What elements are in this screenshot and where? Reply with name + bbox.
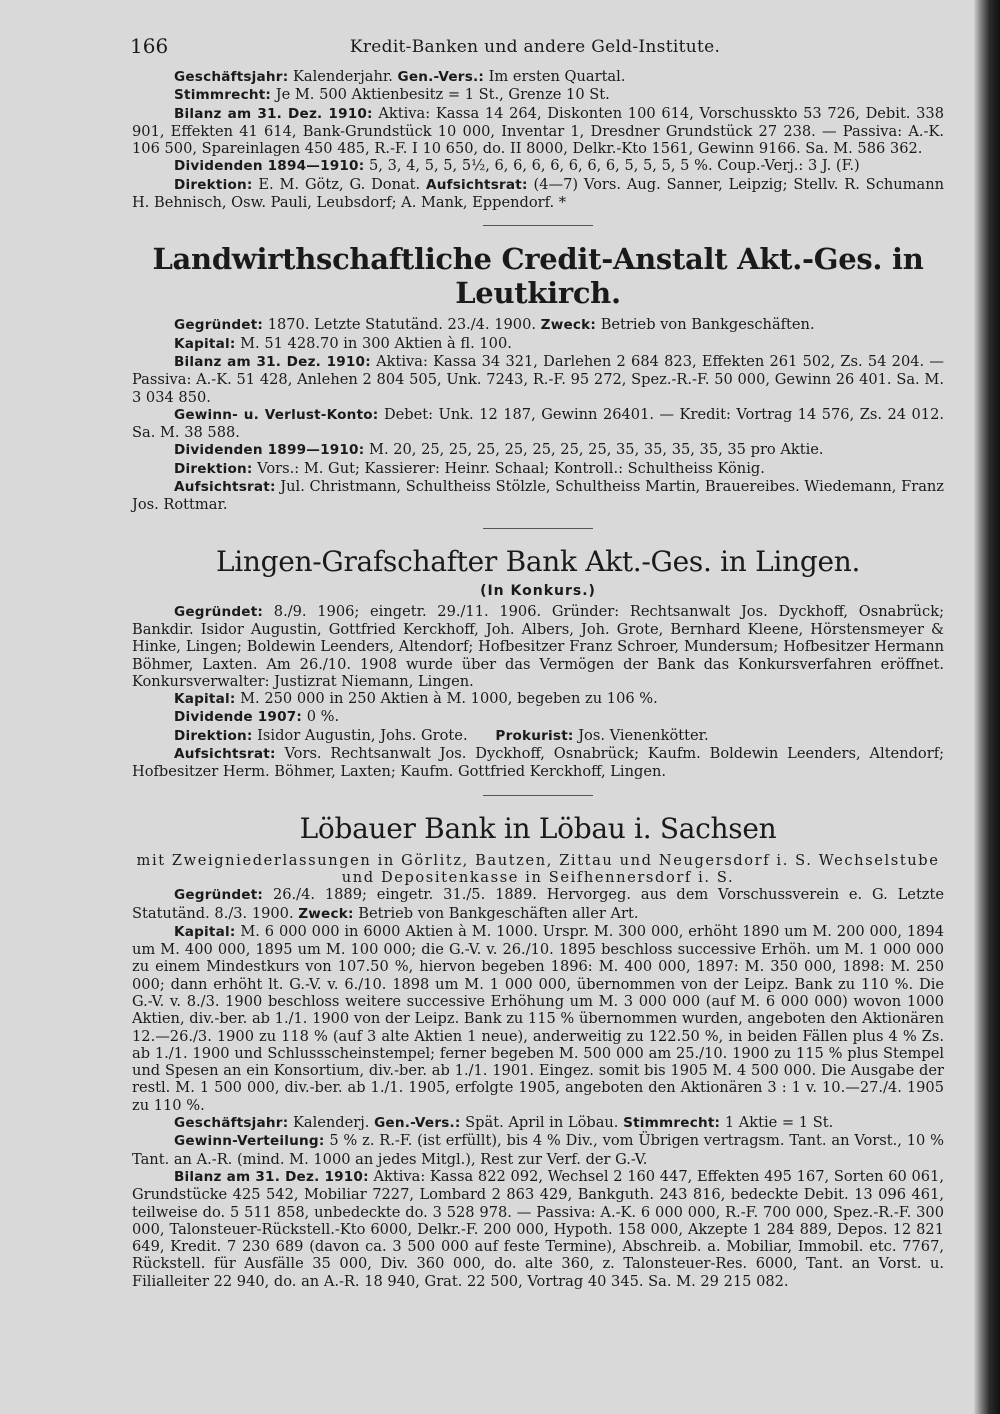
field-label: Direktion: [174, 727, 253, 744]
field-label: Geschäftsjahr: [174, 1115, 289, 1132]
field-label: Aufsichtsrat: [174, 746, 276, 763]
field-label: Dividenden 1899—1910: [174, 442, 365, 459]
field-text: Kalenderj. [292, 1114, 370, 1132]
field-label: Kapital: [174, 923, 236, 940]
field-text: (4—7) Vors. Aug. Sanner, Leipzig; Stellv. R. Schumann H. Behnisch, Osw. Pauli, Leubsdorf; A. Mank, Eppendorf. * [132, 175, 945, 212]
field-label: Gewinn- u. Verlust-Konto: [174, 406, 379, 423]
field-text: M. 250 000 in 250 Aktien à M. 1000, begeben zu 106 %. [240, 690, 658, 708]
entry-paragraph [132, 478, 944, 514]
field-text: M. 6 000 000 in 6000 Aktien à M. 1000. Urspr. M. 300 000, erhöht 1890 um M. 200 000, 1894 um M. 400 000, 1895 um M. 100 000; die G.-V. v. 26./10. 1895 beschloss successive Erhöh. um M. 1 000 000 zu einem Mindestkurs von 107.50 %, hiervon begeben 1896: M. 400 000, 1897: M. 350 000, 1898: M. 250 000; dann erhöht lt. G.-V. v. 6./10. 1898 um M. 1 000 000, übernommen von der Leipz. Bank zu 110 %. Die G.-V. v. 8./3. 1900 beschloss weitere successive Erhöhung um M. 3 000 000 (auf M. 6 000 000) wovon 1000 Aktien, div.-ber. ab 1./1. 1900 von der Leipz. Bank zu 115 % übernommen wurden, angeboten den Aktionären 12.—26./3. 1900 zu 118 % (auf 3 alte Aktien 1 neue), anderweitig zu 122.50 %, in beiden Fällen plus 4 % Zs. ab 1./1. 1900 und Schlussscheinstempel; ferner begeben M. 500 000 am 25./10. 1900 zu 115 % plus Stempel und Spesen an ein Konsortium, div.-ber. ab 1./1. 1901. Eingez. somit bis 1905 M. 4 500 000. Die Ausgabe der restl. M. 1 500 000, div.-ber. ab 1./1. 1905, erfolgte 1905, angeboten den Aktionären 3 : 1 v. 10.—27./4. 1905 zu 110 %. [132, 922, 944, 1114]
field-label: Aufsichtsrat: [174, 479, 276, 496]
entry-paragraph [132, 157, 944, 175]
entry-paragraph [132, 603, 944, 690]
entry-paragraph [132, 335, 944, 353]
field-text: Spät. April in Löbau. [465, 1114, 619, 1132]
field-label: Direktion: [174, 460, 253, 477]
entry-paragraph [132, 1114, 944, 1132]
field-text: Jul. Christmann, Schultheiss Stölzle, Schultheiss Martin, Brauereibes. Wiedemann, Franz Jos. Rottmar. [132, 478, 944, 514]
entry-paragraph [132, 886, 944, 923]
field-label: Dividenden 1894—1910: [174, 158, 365, 175]
entry-paragraph [132, 176, 944, 212]
field-text: Betrieb von Bankgeschäften aller Art. [358, 904, 639, 922]
entry-paragraph [132, 460, 944, 478]
field-text: Im ersten Quartal. [488, 68, 626, 85]
field-label: Gen.-Vers.: [374, 1115, 461, 1132]
field-label: Bilanz am 31. Dez. 1910: [174, 105, 373, 122]
field-label: Kapital: [174, 335, 236, 352]
field-text: 1870. Letzte Statutänd. 23./4. 1900. [267, 316, 537, 334]
entry-paragraph [132, 68, 944, 86]
field-label: Gegründet: [174, 317, 264, 334]
field-text: Debet: Unk. 12 187, Gewinn 26401. — Kredit: Vortrag 14 576, Zs. 24 012. Sa. M. 38 588. [132, 405, 944, 442]
entry-title: Löbauer Bank in Löbau i. Sachsen [299, 811, 777, 845]
field-text: 5 % z. R.-F. (ist erfüllt), bis 4 % Div., vom Übrigen vertragsm. Tant. an Vorst., 10 % Tant. an A.-R. (mind. M. 1000 an jedes Mitgl.), Rest zur Verf. der G.-V. [132, 1132, 945, 1168]
field-label: Zweck: [540, 317, 597, 334]
entry-landwirthschaftliche [132, 242, 944, 513]
field-text: Aktiva: Kassa 822 092, Wechsel 2 160 447, Effekten 495 167, Sorten 60 061, Grundstücke 425 542, Mobiliar 7227, Lombard 2 863 429, Bankguth. 243 816, bedeckte Debit. 13 096 461, teilweise do. 5 511 858, unbedeckte do. 3 528 978. — Passiva: A.-K. 6 000 000, R.-F. 700 000, Spez.-R.-F. 300 000, Talonsteuer-Rückstell.-Kto 6000, Delkr.-F. 200 000, Hypoth. 158 000, Akzepte 1 284 889, Depos. 12 821 649, Kredit. 7 230 689 (davon ca. 3 500 000 auf feste Termine), Abschreib. a. Mobiliar, Immobil. etc. 7767, Rückstell. für Ausfälle 35 000, Div. 360 000, do. alte 360, z. Talonsteuer-Res. 6000, Tant. an Vorst. u. Filialleiter 22 940, do. an A.-R. 18 940, Grat. 22 500, Vortrag 40 345. Sa. M. 29 215 082. [132, 1167, 945, 1290]
field-label: Prokurist: [495, 727, 574, 744]
field-text: 8./9. 1906; eingetr. 29./11. 1906. Gründer: Rechtsanwalt Jos. Dyckhoff, Osnabrück; Bankdir. Isidor Augustin, Gottfried Kerckhoff, Joh. Albers, Joh. Grote, Bernhard Kleene, Hörstensmeyer & Hinke, Lingen; Boldewin Leenders, Altendorf; Hofbesitzer Franz Schroer, Mundersum; Hofbesitzer Hermann Böhmer, Laxten. Am 26./10. 1908 wurde über das Vermögen der Bank das Konkursverfahren eröffnet. Konkursverwalter: Justizrat Niemann, Lingen. [132, 602, 944, 690]
field-text: Vors.: M. Gut; Kassierer: Heinr. Schaal; Kontroll.: Schultheiss König. [257, 459, 765, 477]
entry-title: Lingen-Grafschafter Bank Akt.-Ges. in Lingen. [215, 544, 861, 578]
entry-loebauer [132, 812, 944, 1290]
field-text: Isidor Augustin, Johs. Grote. [257, 726, 468, 744]
field-label: Dividende 1907: [174, 709, 303, 726]
field-text: 26./4. 1889; eingetr. 31./5. 1889. Hervorgeg. aus dem Vorschussverein e. G. Letzte Statutänd. 8./3. 1900. [132, 886, 944, 922]
field-label: Zweck: [298, 905, 354, 922]
field-text: 0 %. [306, 708, 340, 726]
page-content [132, 68, 944, 1290]
field-text: Aktiva: Kassa 14 264, Diskonten 100 614, Vorschusskto 53 726, Debit. 338 901, Effekten 41 614, Bank-Grundstück 10 000, Inventar 1, Dresdner Grundstück 27 238. — Passiva: A.-K. 106 500, Spareinlagen 450 485, R.-F. I 10 650, do. II 8000, Delkr.-Kto 1561, Gewinn 9166. Sa. M. 586 362. [132, 104, 944, 158]
field-text: M. 51 428.70 in 300 Aktien à fl. 100. [240, 334, 512, 352]
entry-paragraph [132, 105, 944, 158]
field-label: Aufsichtsrat: [426, 176, 528, 193]
entry-paragraph [132, 727, 944, 745]
field-text: Kalenderjahr. [292, 68, 393, 85]
entry-branches: mit Zweigniederlassungen in Görlitz, Bautzen, Zittau und Neugersdorf i. S. Wechselstube und Depositenkasse in Seifhennersdorf i. S. [136, 851, 940, 886]
entry-continued [132, 68, 944, 211]
field-label: Bilanz am 31. Dez. 1910: [174, 1168, 369, 1185]
field-label: Gen.-Vers.: [397, 69, 484, 85]
field-text: 5, 3, 4, 5, 5, 5½, 6, 6, 6, 6, 6, 6, 6, 5, 5, 5, 5 %. Coup.-Verj.: 3 J. (F.) [369, 157, 860, 175]
field-label: Gegründet: [174, 887, 264, 904]
section-divider [483, 528, 593, 529]
field-label: Geschäftsjahr: [174, 69, 289, 85]
field-label: Stimmrecht: [174, 87, 272, 104]
entry-paragraph [132, 1168, 944, 1290]
entry-paragraph [132, 1132, 944, 1168]
field-label: Gewinn-Verteilung: [174, 1133, 325, 1150]
field-label: Direktion: [174, 176, 253, 193]
section-divider [483, 225, 593, 226]
entry-paragraph [132, 708, 944, 726]
field-text: Betrieb von Bankgeschäften. [600, 316, 815, 334]
entry-lingen [132, 545, 944, 781]
field-text: Jos. Vienenkötter. [578, 726, 709, 744]
page-number: 166 [130, 34, 169, 58]
page-header [130, 34, 940, 58]
entry-subtitle: (In Konkurs.) [480, 582, 596, 599]
book-edge-shadow [974, 0, 1000, 1414]
entry-paragraph [132, 406, 944, 442]
field-text: Aktiva: Kassa 34 321, Darlehen 2 684 823, Effekten 261 502, Zs. 54 204. — Passiva: A.-K. 51 428, Anlehen 2 804 505, Unk. 7243, R.-F. 95 272, Spez.-R.-F. 50 000, Gewinn 26 401. Sa. M. 3 034 850. [132, 352, 944, 406]
entry-paragraph [132, 441, 944, 459]
entry-paragraph [132, 316, 944, 334]
field-text: Vors. Rechtsanwalt Jos. Dyckhoff, Osnabrück; Kaufm. Boldewin Leenders, Altendorf; Hofbesitzer Herm. Böhmer, Laxten; Kaufm. Gottfried Kerckhoff, Lingen. [132, 745, 945, 781]
entry-paragraph [132, 86, 944, 104]
entry-paragraph [132, 353, 944, 406]
entry-paragraph [132, 745, 944, 781]
field-label: Gegründet: [174, 603, 264, 620]
entry-paragraph [132, 690, 944, 708]
section-divider [483, 795, 593, 796]
entry-title: Landwirthschaftliche Credit-Anstalt Akt.-Ges. in Leutkirch. [152, 242, 924, 311]
field-label: Kapital: [174, 691, 236, 708]
field-text: 1 Aktie = 1 St. [724, 1114, 834, 1132]
field-label: Bilanz am 31. Dez. 1910: [174, 353, 371, 370]
running-head: Kredit-Banken und andere Geld-Institute. [349, 37, 721, 57]
entry-paragraph [132, 923, 944, 1114]
field-text: Je M. 500 Aktienbesitz = 1 St., Grenze 10 St. [275, 86, 610, 104]
field-label: Stimmrecht: [623, 1115, 721, 1132]
field-text: M. 20, 25, 25, 25, 25, 25, 25, 25, 35, 35, 35, 35, 35 pro Aktie. [369, 441, 824, 459]
field-text: E. M. Götz, G. Donat. [258, 175, 421, 193]
